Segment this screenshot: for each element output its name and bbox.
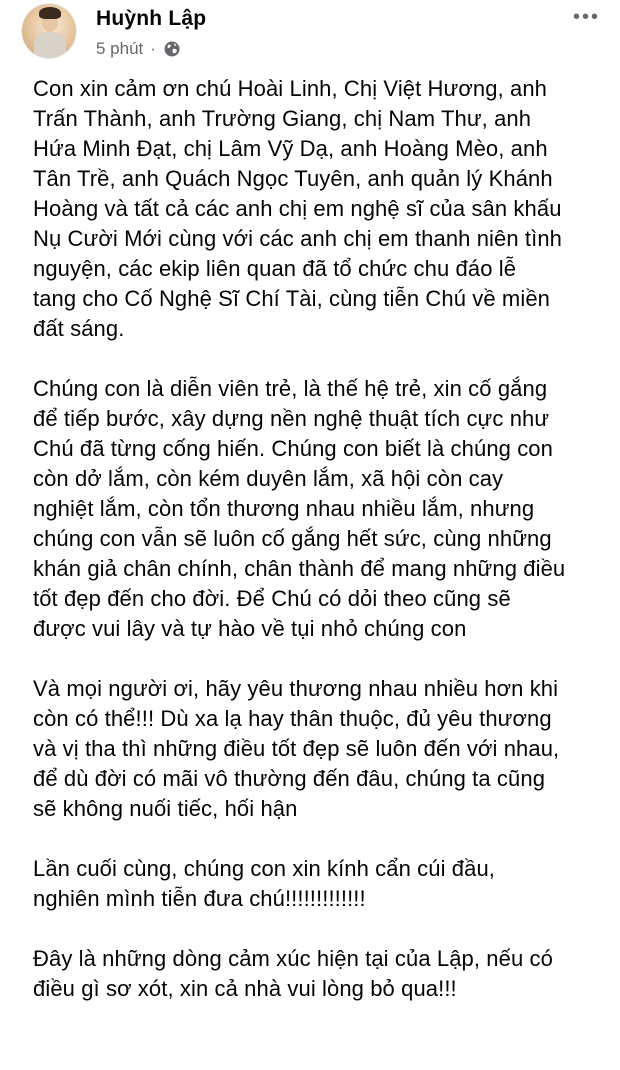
author-name[interactable]: Huỳnh Lập: [96, 7, 207, 30]
post-header: [0, 0, 620, 70]
post-paragraph: Và mọi người ơi, hãy yêu thương nhau nhiều hơn khi còn có thể!!! Dù xa lạ hay thân thuộc, đủ yêu thương và vị tha thì những điều tốt đẹp sẽ luôn đến với nhau, để dù đời có mãi vô thường đến đâu, chúng ta cũng sẽ không nuối tiếc, hối hận: [33, 676, 560, 821]
globe-icon[interactable]: [163, 40, 181, 58]
post-body: [33, 74, 613, 1034]
avatar-body: [34, 32, 66, 58]
post-timestamp[interactable]: 5 phút: [96, 39, 144, 58]
post-paragraph: Lần cuối cùng, chúng con xin kính cẩn cúi đầu, nghiên mình tiễn đưa chú!!!!!!!!!!!!!: [33, 856, 496, 911]
more-options-icon[interactable]: •••: [572, 6, 600, 28]
post-meta: [96, 39, 181, 59]
post-paragraph: Đây là những dòng cảm xúc hiện tại của Lập, nếu có điều gì sơ xót, xin cả nhà vui lòng bỏ qua!!!: [33, 946, 553, 1001]
post-paragraph: Chúng con là diễn viên trẻ, là thế hệ trẻ, xin cố gắng để tiếp bước, xây dựng nền nghệ thuật tích cực như Chú đã từng cống hiến. Chúng con biết là chúng con còn dở lắm, còn kém duyên lắm, xã hội còn cay nghiệt lắm, còn tổn thương nhau nhiều lắm, nhưng chúng con vẫn sẽ luôn cố gắng hết sức, cùng những khán giả chân chính, chân thành để mang những điều tốt đẹp đến cho đời. Để Chú có dỏi theo cũng sẽ được vui lây và tự hào về tụi nhỏ chúng con: [33, 376, 566, 641]
avatar-hair: [39, 7, 61, 19]
meta-separator: ·: [150, 39, 156, 58]
post-paragraph: Con xin cảm ơn chú Hoài Linh, Chị Việt Hương, anh Trấn Thành, anh Trường Giang, chị Nam Thư, anh Hứa Minh Đạt, chị Lâm Vỹ Dạ, anh Hoàng Mèo, anh Tân Trề, anh Quách Ngọc Tuyên, anh quản lý Khánh Hoàng và tất cả các anh chị em nghệ sĩ của sân khấu Nụ Cười Mới cùng với các anh chị em thanh niên tình nguyện, các ekip liên quan đã tổ chức chu đáo lễ tang cho Cố Nghệ Sĩ Chí Tài, cùng tiễn Chú về miền đất sáng.: [33, 76, 563, 341]
author-avatar[interactable]: [22, 4, 76, 58]
